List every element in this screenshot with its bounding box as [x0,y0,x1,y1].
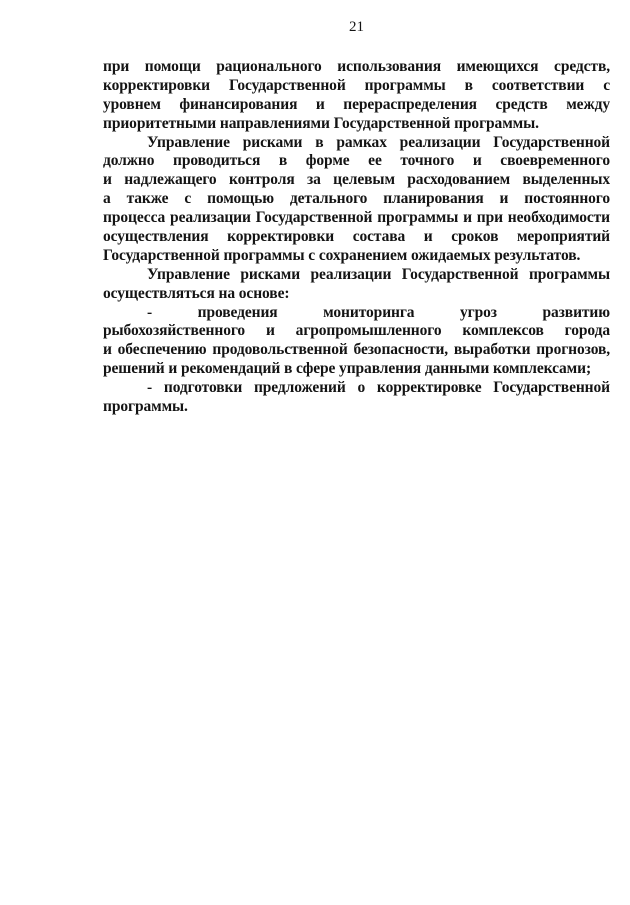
text-line: Управление рисками в рамках реализации Государственной [147,133,610,151]
body-text [103,58,610,417]
text-line: а также с помощью детального планирования и постоянного [103,190,610,208]
text-line: - подготовки предложений о корректировке Государственной [147,379,610,397]
paragraph [103,134,610,266]
text-line: - проведения мониторинга угроз развитию [147,303,610,321]
paragraph [103,266,610,304]
text-line: осуществления корректировки состава и сроков мероприятий [103,228,610,246]
text-line: при помощи рационального использования имеющихся средств, [103,58,610,75]
text-line: приоритетными направлениями Государственной программы. [103,114,539,132]
text-line: процесса реализации Государственной программы и при необходимости [103,209,610,227]
paragraph [103,304,610,380]
text-line: и надлежащего контроля за целевым расходованием выделенных [103,171,610,189]
text-line: рыбохозяйственного и агропромышленного комплексов города [103,322,610,340]
text-line: должно проводиться в форме ее точного и своевременного [103,152,610,170]
paragraph [103,379,610,417]
text-line: решений и рекомендаций в сфере управления данными комплексами; [103,360,592,378]
text-line: уровнем финансирования и перераспределения средств между [103,95,610,113]
text-line: корректировки Государственной программы в соответствии с [103,76,610,94]
page-number: 21 [349,19,364,35]
text-line: Государственной программы с сохранением ожидаемых результатов. [103,246,581,264]
text-line: и обеспечению продовольственной безопасности, выработки прогнозов, [103,341,610,359]
paragraph [103,58,610,134]
text-line: осуществляться на основе: [103,284,290,302]
text-line: Управление рисками реализации Государственной программы [147,265,610,283]
text-line: программы. [103,398,188,416]
